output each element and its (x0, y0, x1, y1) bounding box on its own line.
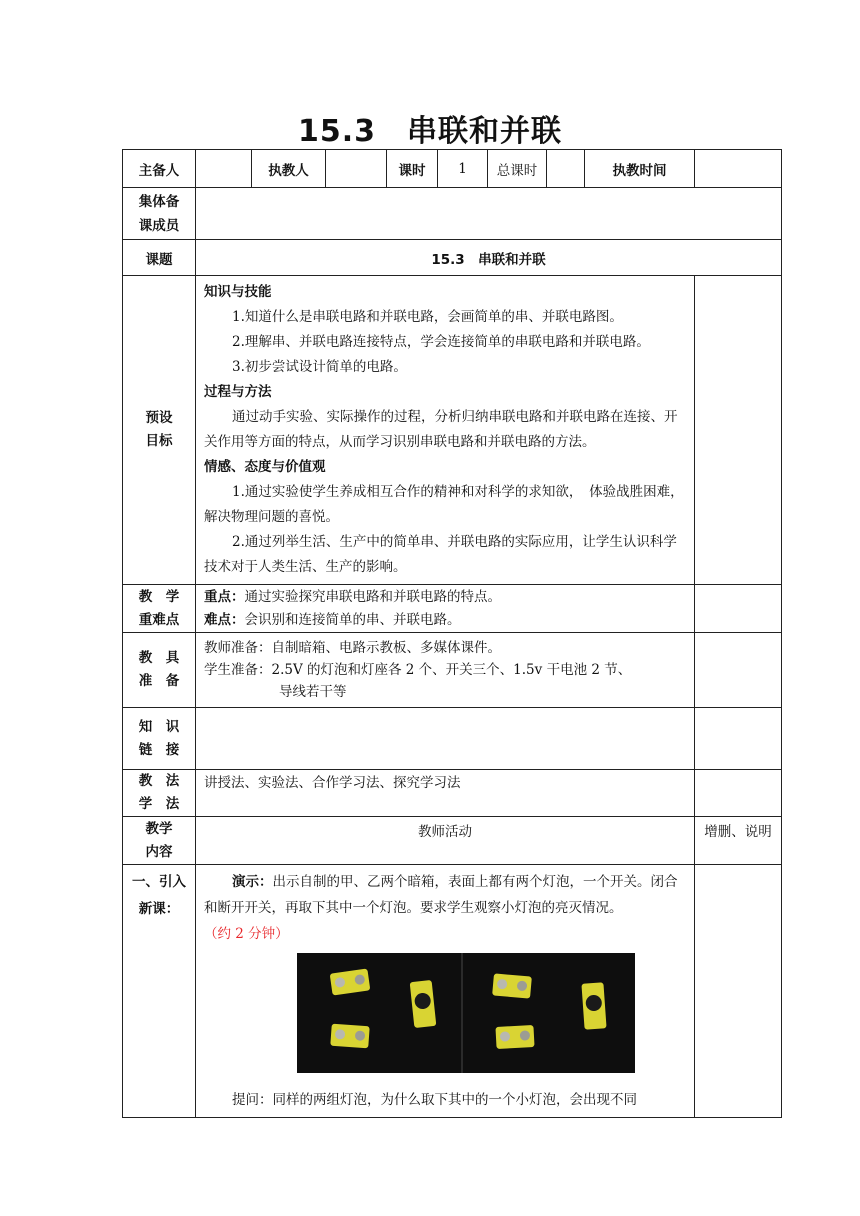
knowledge-item-1: 1.知道什么是串联电路和并联电路，会画简单的串、并联电路图。 (232, 309, 623, 325)
emotion-item-2: 2.通过列举生活、生产中的简单串、并联电路的实际应用，让学生认识科学技术对于人类生活、生产的影响。 (204, 534, 677, 575)
content-header-row (123, 817, 782, 865)
links-label: 知 识 链 接 (123, 708, 196, 770)
lamp-holder-icon (330, 968, 371, 995)
goals-label: 预设 目标 (123, 276, 196, 585)
tools-row (123, 633, 782, 708)
links-content (196, 708, 695, 770)
process-text: 通过动手实验、实际操作的过程，分析归纳串联电路和并联电路在连接、开关作用等方面的特点，从而学习识别串联电路和并联电路的方法。 (204, 409, 678, 450)
goals-notes (695, 276, 782, 585)
members-row (123, 188, 782, 240)
lesson-plan-table (122, 149, 782, 1118)
knowledge-title: 知识与技能 (204, 284, 272, 300)
switch-icon (581, 982, 606, 1029)
methods-content: 讲授法、实验法、合作学习法、探究学习法 (196, 770, 695, 817)
value-zhijiaoshijian (695, 150, 782, 188)
methods-label: 教 法 学 法 (123, 770, 196, 817)
notes-header: 增删、说明 (695, 817, 782, 865)
label-zhubeiren: 主备人 (123, 150, 196, 188)
goals-content (196, 276, 695, 585)
label-zhijiaoshijian: 执教时间 (585, 150, 695, 188)
value-zhijiaoren (326, 150, 387, 188)
topic-label: 课题 (123, 240, 196, 276)
difficult-point: 会识别和连接简单的串、并联电路。 (244, 611, 461, 628)
emotion-item-1: 1.通过实验使学生养成相互合作的精神和对科学的求知欲， 体验战胜困难，解决物理问题的喜悦。 (204, 484, 684, 525)
lamp-holder-icon (495, 1025, 534, 1049)
intro-row (123, 865, 782, 1118)
tools-content (196, 633, 695, 708)
student-prep-cont: 导线若干等 (279, 684, 347, 700)
student-prep: 学生准备：2.5V 的灯泡和灯座各 2 个、开关三个、1.5v 干电池 2 节、 (204, 662, 632, 678)
methods-row (123, 770, 782, 817)
intro-content (196, 865, 695, 1118)
topic-value: 15.3 串联和并联 (196, 240, 782, 276)
knowledge-item-3: 3.初步尝试设计简单的电路。 (232, 359, 407, 375)
photo-seam (461, 953, 463, 1073)
time-note: （约 2 分钟） (204, 926, 289, 942)
lamp-holder-icon (330, 1024, 369, 1049)
question-text: 提问：同样的两组灯泡，为什么取下其中的一个小灯泡，会出现不同 (232, 1092, 637, 1108)
page-title: 15.3 串联和并联 (297, 114, 563, 149)
label-keshi: 课时 (387, 150, 438, 188)
switch-icon (410, 980, 437, 1028)
content-header-label: 教学 内容 (123, 817, 196, 865)
label-zongkeshi: 总课时 (488, 150, 547, 188)
tools-label: 教 具 准 备 (123, 633, 196, 708)
knowledge-item-2: 2.理解串、并联电路连接特点，学会连接简单的串联电路和并联电路。 (232, 334, 650, 350)
header-row (123, 150, 782, 188)
keypoints-row (123, 585, 782, 633)
methods-notes (695, 770, 782, 817)
intro-label: 一、引入 新课： (123, 865, 196, 1118)
teacher-activity-header: 教师活动 (196, 817, 695, 865)
lamp-holder-icon (492, 973, 532, 998)
value-zhubeiren (196, 150, 252, 188)
value-keshi: 1 (438, 150, 488, 188)
links-notes (695, 708, 782, 770)
value-zongkeshi (547, 150, 585, 188)
label-zhijiaoren: 执教人 (252, 150, 326, 188)
keypoints-notes (695, 585, 782, 633)
goals-row (123, 276, 782, 585)
demo-text: 出示自制的甲、乙两个暗箱，表面上都有两个灯泡，一个开关。闭合和断开开关，再取下其中一个灯泡。要求学生观察小灯泡的亮灭情况。 (204, 874, 678, 916)
key-point: 通过实验探究串联电路和并联电路的特点。 (244, 588, 501, 605)
teacher-prep: 教师准备：自制暗箱、电路示教板、多媒体课件。 (204, 640, 501, 656)
keypoints-content: 重点：通过实验探究串联电路和并联电路的特点。 难点：会识别和连接简单的串、并联电路。 (196, 585, 695, 633)
tools-notes (695, 633, 782, 708)
keypoints-label: 教 学 重难点 (123, 585, 196, 633)
emotion-title: 情感、态度与价值观 (204, 459, 326, 475)
members-value (196, 188, 782, 240)
demo-label: 演示： (232, 874, 273, 890)
process-title: 过程与方法 (204, 384, 272, 400)
intro-notes (695, 865, 782, 1118)
links-row (123, 708, 782, 770)
demo-boxes-photo (297, 953, 635, 1073)
members-label: 集体备 课成员 (123, 188, 196, 240)
topic-row (123, 240, 782, 276)
